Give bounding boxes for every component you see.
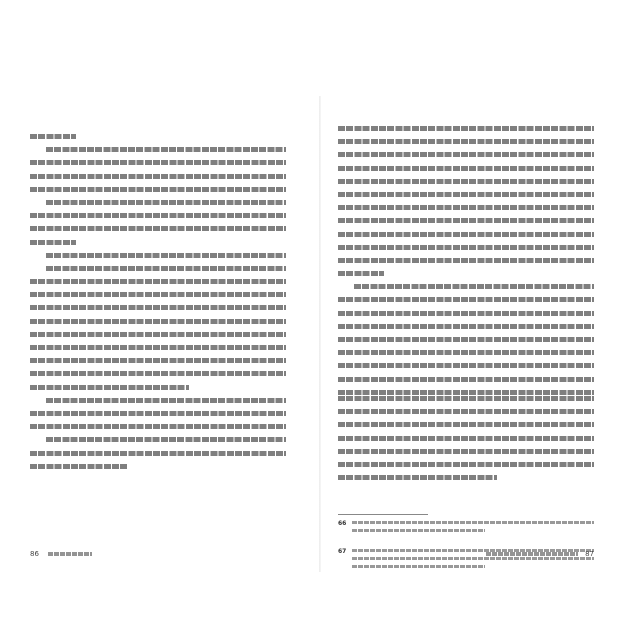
text-line [30, 371, 286, 376]
footnote-rule [338, 514, 428, 515]
text-line [30, 226, 286, 231]
text-line [30, 134, 76, 139]
text-line [30, 424, 286, 429]
text-line [30, 451, 286, 456]
text-line [46, 398, 286, 403]
text-line [46, 253, 286, 258]
footnote-line [352, 521, 594, 524]
text-line [338, 436, 594, 441]
text-line [30, 160, 286, 165]
text-line [338, 363, 594, 368]
left-page-body [30, 134, 286, 488]
text-line [30, 187, 286, 192]
text-line [30, 411, 286, 416]
text-line [30, 240, 76, 245]
text-line [338, 350, 594, 355]
right-page-body-continued [338, 396, 594, 508]
text-line [338, 179, 594, 184]
text-line [338, 126, 594, 131]
text-line [46, 147, 286, 152]
text-line [338, 462, 594, 467]
text-line [46, 437, 286, 442]
left-running-footer [48, 552, 92, 556]
right-page [322, 96, 626, 572]
text-line [30, 213, 286, 218]
text-line [30, 292, 286, 297]
text-line [30, 345, 286, 350]
text-line [338, 245, 594, 250]
footnote-line [352, 557, 594, 560]
text-line [338, 232, 594, 237]
text-line [338, 409, 594, 414]
text-line [30, 332, 286, 337]
book-gutter [319, 96, 321, 572]
text-line [338, 311, 594, 316]
text-line [30, 464, 127, 469]
text-line [30, 385, 189, 390]
footnotes [338, 520, 594, 576]
text-line [338, 449, 594, 454]
right-page-number: 87 [585, 550, 594, 558]
text-line [354, 284, 594, 289]
book-spread [14, 96, 626, 572]
right-page-body [338, 126, 594, 386]
text-line [30, 358, 286, 363]
text-line [338, 258, 594, 263]
text-line [338, 271, 384, 276]
text-line [30, 279, 286, 284]
footnote-line [352, 529, 485, 532]
footnote-text [352, 521, 594, 537]
text-line [46, 266, 286, 271]
text-line [338, 422, 594, 427]
text-line [338, 377, 594, 382]
left-page-number: 86 [30, 550, 39, 558]
text-line [338, 218, 594, 223]
footnote-marker: 66 [338, 520, 347, 527]
text-line [338, 139, 594, 144]
text-line [30, 305, 286, 310]
text-line [338, 390, 594, 395]
text-line [30, 174, 286, 179]
text-line [338, 192, 594, 197]
text-line [338, 396, 594, 401]
text-line [338, 166, 594, 171]
left-page [14, 96, 318, 572]
text-line [338, 205, 594, 210]
footnote-marker: 67 [338, 548, 347, 555]
text-line [338, 324, 594, 329]
text-line [30, 319, 286, 324]
footnote-line [352, 565, 485, 568]
footnote [338, 520, 594, 544]
right-running-footer [486, 552, 578, 556]
text-line [46, 200, 286, 205]
text-line [338, 152, 594, 157]
text-line [338, 337, 594, 342]
text-line [338, 475, 497, 480]
text-line [338, 297, 594, 302]
